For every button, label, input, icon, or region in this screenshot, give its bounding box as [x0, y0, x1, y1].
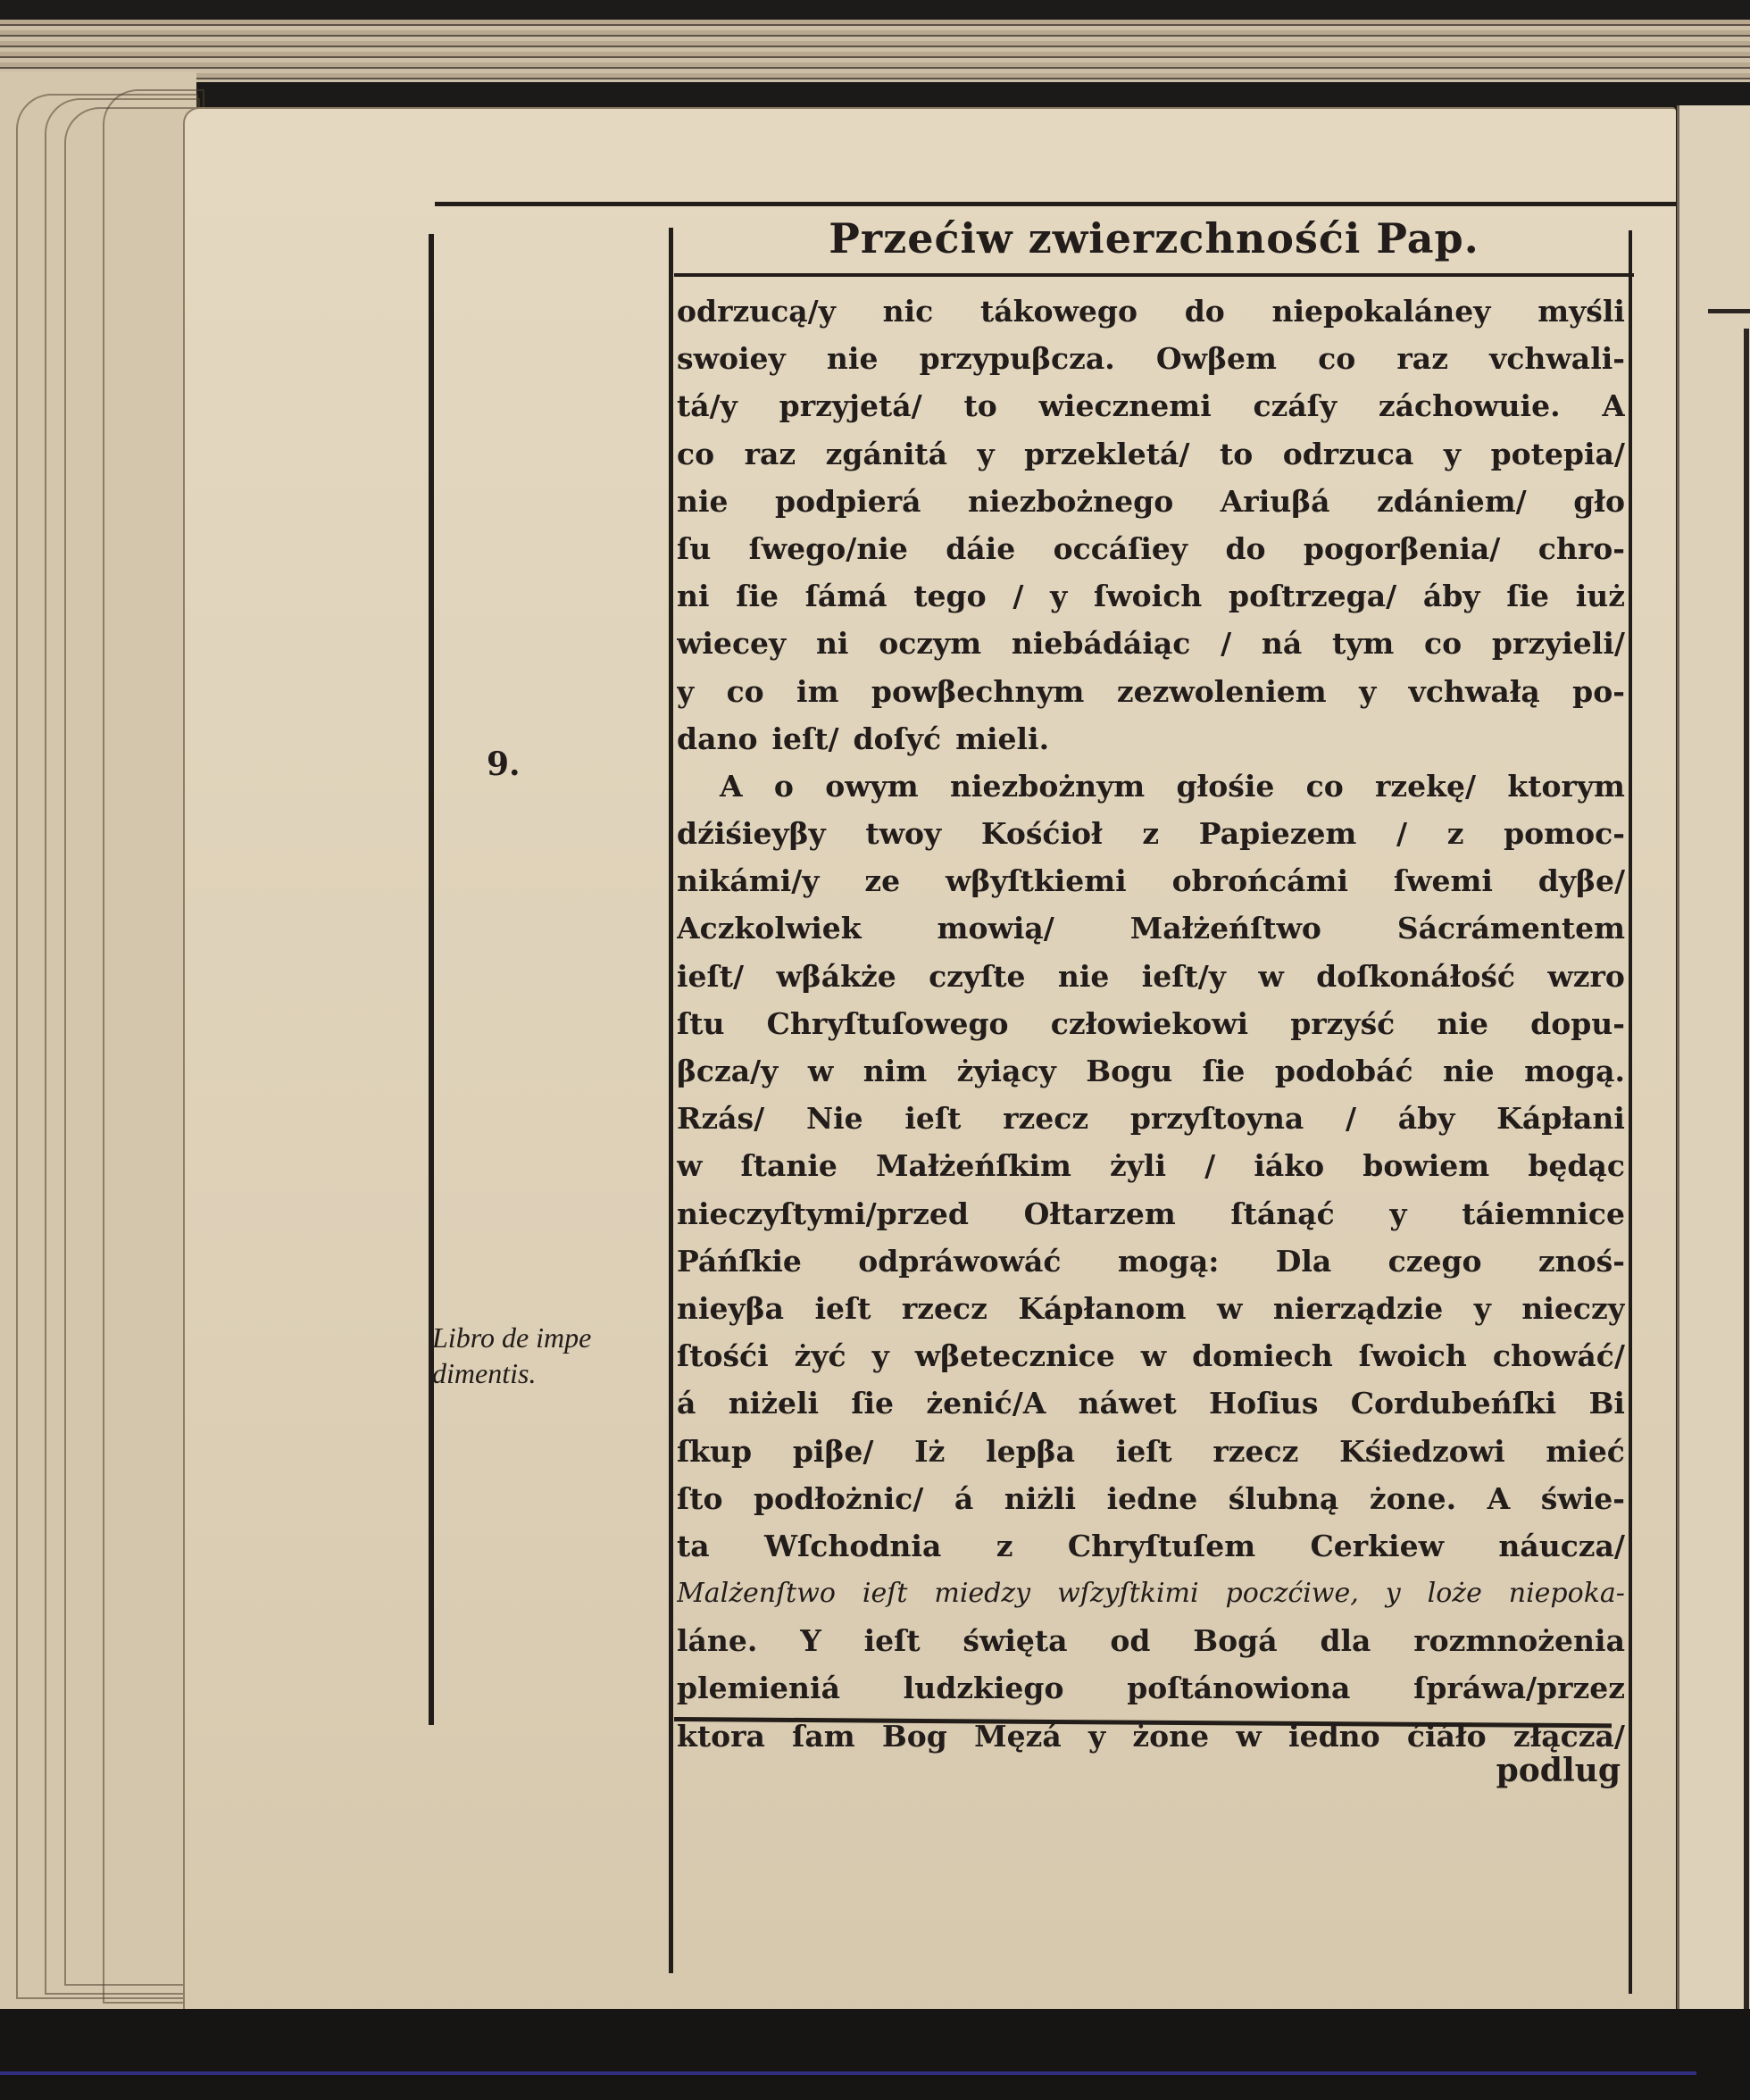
- margin-left-rule: [429, 234, 434, 1725]
- scan-background: [0, 2009, 1750, 2100]
- text-line: ſto podłożnic/ á niżli iedne ślubną żone. A świe-: [677, 1480, 1625, 1516]
- page-edges-top: [0, 20, 1750, 82]
- text-line: ni ſie ſámá tego / y ſwoich poſtrzega/ áby ſie iuż: [677, 579, 1625, 614]
- text-line: nie podpierá niezbożnego Ariuβá zdániem/ gło: [677, 483, 1625, 519]
- header-underline-rule: [674, 273, 1634, 277]
- text-line: w ſtanie Małżeńſkim żyli / iáko bowiem będąc: [677, 1148, 1625, 1184]
- text-line: Malżenſtwo ieſt miedzy wſzyſtkimi poczćiwe, y loże niepoka-: [677, 1578, 1625, 1610]
- margin-note-line: dimentis.: [432, 1357, 537, 1389]
- text-line: ſu ſwego/nie dáie occáſiey do pogorβenia/ chro-: [677, 530, 1625, 566]
- running-head: Przećiw zwierzchnośći Pap.: [829, 214, 1479, 262]
- text-line: Aczkolwiek mowią/ Małżeńſtwo Sácrámentem: [677, 911, 1625, 946]
- text-line: tá/y przyjetá/ to wiecznemi czáſy záchowuie. A: [677, 388, 1625, 424]
- text-line: ktora ſam Bog Męzá y żone w iedno ćiáło złącza/: [677, 1718, 1625, 1754]
- text-box-right-rule: [1629, 230, 1632, 1994]
- text-line: odrzucą/y nic tákowego do niepokaláney myśli: [677, 294, 1625, 329]
- text-line: wiecey ni oczym niebádáiąc / ná tym co przyieli/: [677, 626, 1625, 662]
- text-line: A o owym niezbożnym głośie co rzekę/ ktorym: [720, 768, 1625, 804]
- text-line: ſkup piβe/ Iż lepβa ieſt rzecz Kśiedzowi mieć: [677, 1433, 1625, 1469]
- text-line: co raz zgánitá y przekletá/ to odrzuca y potepia/: [677, 436, 1625, 471]
- margin-note-line: Libro de impe: [432, 1321, 592, 1354]
- catchword: podlug: [1496, 1752, 1621, 1789]
- text-line: nikámi/y ze wβyſtkiemi obrońcámi ſwemi dyβe/: [677, 863, 1625, 899]
- text-line: nieczyſtymi/przed Ołtarzem ſtánąć y táiemnice: [677, 1196, 1625, 1231]
- text-line: ſtośći żyć y wβetecznice w domiech ſwoich chowáć/: [677, 1338, 1625, 1374]
- text-box-left-rule: [669, 228, 673, 1973]
- text-line: swoiey nie przypuβcza. Owβem co raz vchwali-: [677, 341, 1625, 377]
- text-line: plemieniá ludzkiego poſtánowiona ſpráwa/przez: [677, 1671, 1625, 1706]
- text-line: láne. Y ieſt święta od Bogá dla rozmnożenia: [677, 1623, 1625, 1659]
- text-line: Rzás/ Nie ieſt rzecz przyſtoyna / áby Kápłani: [677, 1101, 1625, 1137]
- text-line: ta Wſchodnia z Chryſtuſem Cerkiew náucza/: [677, 1528, 1625, 1563]
- top-frame-rule: [435, 202, 1676, 206]
- text-line: nieyβa ieſt rzecz Kápłanom w nierządzie y nieczy: [677, 1290, 1625, 1326]
- text-line: βcza/y w nim żyiący Bogu ſie podobáć nie mogą.: [677, 1054, 1625, 1088]
- facing-page-rule: [1708, 309, 1750, 313]
- text-line: dźiśieyβy twoy Kośćioł z Papiezem / z pomoc-: [677, 816, 1625, 852]
- facing-page-vertical-rule: [1744, 329, 1749, 2025]
- scan-edge-line: [0, 2071, 1696, 2075]
- facing-page-edge: [1677, 105, 1750, 2025]
- text-line: ſtu Chryſtuſowego człowiekowi przyść nie dopu-: [677, 1005, 1625, 1041]
- margin-number: 9.: [487, 746, 521, 783]
- body-text: [677, 288, 1625, 1760]
- text-line: Páńſkie odpráwowáć mogą: Dla czego znoś-: [677, 1243, 1625, 1279]
- text-line: á niżeli ſie żenić/A náwet Hoſius Cordubeńſki Bi: [677, 1386, 1625, 1421]
- margin-note: [432, 1320, 664, 1391]
- text-line: y co im powβechnym zezwoleniem y vchwałą po-: [677, 673, 1625, 709]
- text-line: ieſt/ wβákże czyſte nie ieſt/y w doſkonáłość wzro: [677, 958, 1625, 994]
- text-line: dano ieſt/ doſyć mieli.: [677, 721, 1050, 756]
